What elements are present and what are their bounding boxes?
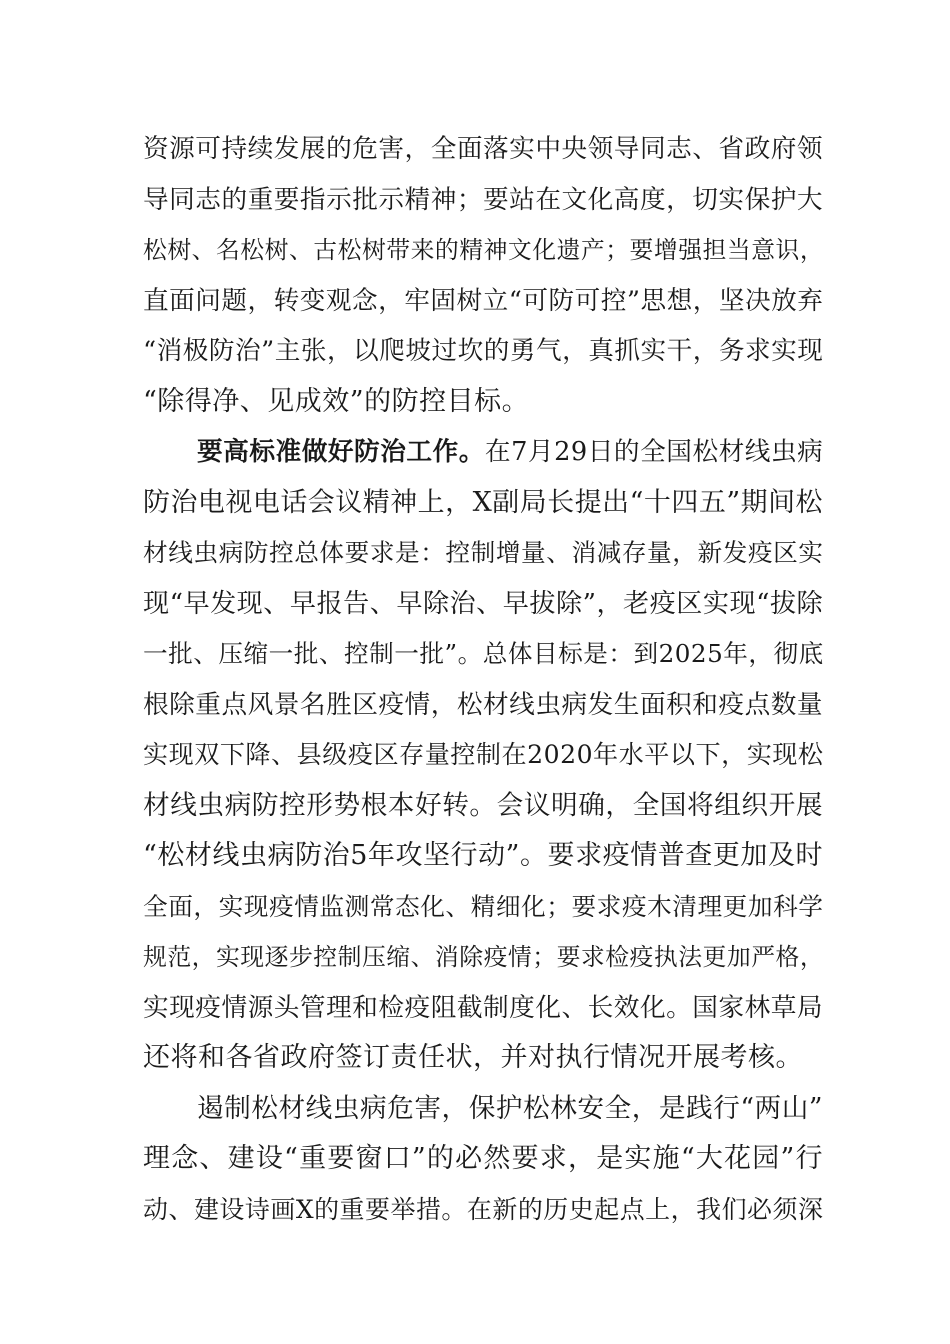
document-body	[143, 124, 823, 1235]
text-line: 防治电视电话会议精神上，X副局长提出“十四五”期间松	[143, 486, 823, 518]
text-segment: 在7月29日的全国松材线虫病	[484, 437, 824, 467]
text-line: 实现双下降、县级疫区存量控制在2020年水平以下，实现松	[143, 740, 824, 769]
text-line: 实现疫情源头管理和检疫阻截制度化、长效化。国家林草局	[143, 992, 824, 1023]
text-line: 资源可持续发展的危害，全面落实中央领导同志、省政府领	[143, 134, 824, 164]
text-line: 规范，实现逐步控制压缩、消除疫情；要求检疫执法更加严格，	[143, 943, 825, 971]
text-line: 一批、压缩一批、控制一批”。总体目标是：到2025年，彻底	[143, 639, 824, 668]
text-line: 松树、名松树、古松树带来的精神文化遗产；要增强担当意识，	[143, 236, 825, 264]
text-line: 根除重点风景名胜区疫情，松材线虫病发生面积和疫点数量	[143, 689, 824, 720]
text-line: 材线虫病防控总体要求是：控制增量、消减存量，新发疫区实	[143, 538, 824, 567]
text-line: 理念、建设“重要窗口”的必然要求，是实施“大花园”行	[143, 1143, 823, 1174]
text-line: “除得净、见成效”的防控目标。	[143, 385, 530, 417]
text-line: 材线虫病防控形势根本好转。会议明确，全国将组织开展	[143, 789, 823, 821]
text-line: 导同志的重要指示批示精神；要站在文化高度，切实保护大	[143, 184, 824, 215]
text-line: 还将和各省政府签订责任状，并对执行情况开展考核。	[143, 1042, 803, 1073]
text-line: 直面问题，转变观念，牢固树立“可防可控”思想，坚决放弃	[143, 285, 824, 316]
paragraph-heading: 要高标准做好防治工作。	[197, 437, 485, 467]
text-line: 动、建设诗画X的重要举措。在新的历史起点上，我们必须深	[143, 1194, 824, 1224]
text-line: “松材线虫病防治5年攻坚行动”。要求疫情普查更加及时	[143, 840, 823, 871]
text-line: 遏制松材线虫病危害，保护松林安全，是践行“两山”	[197, 1092, 823, 1124]
text-line: 全面，实现疫情监测常态化、精细化；要求疫木清理更加科学	[143, 891, 824, 921]
text-line: “消极防治”主张，以爬坡过坎的勇气，真抓实干，务求实现	[143, 336, 824, 366]
paragraph-first-line	[143, 427, 823, 478]
text-line: 现“早发现、早报告、早除治、早拔除”，老疫区实现“拔除	[143, 588, 824, 619]
